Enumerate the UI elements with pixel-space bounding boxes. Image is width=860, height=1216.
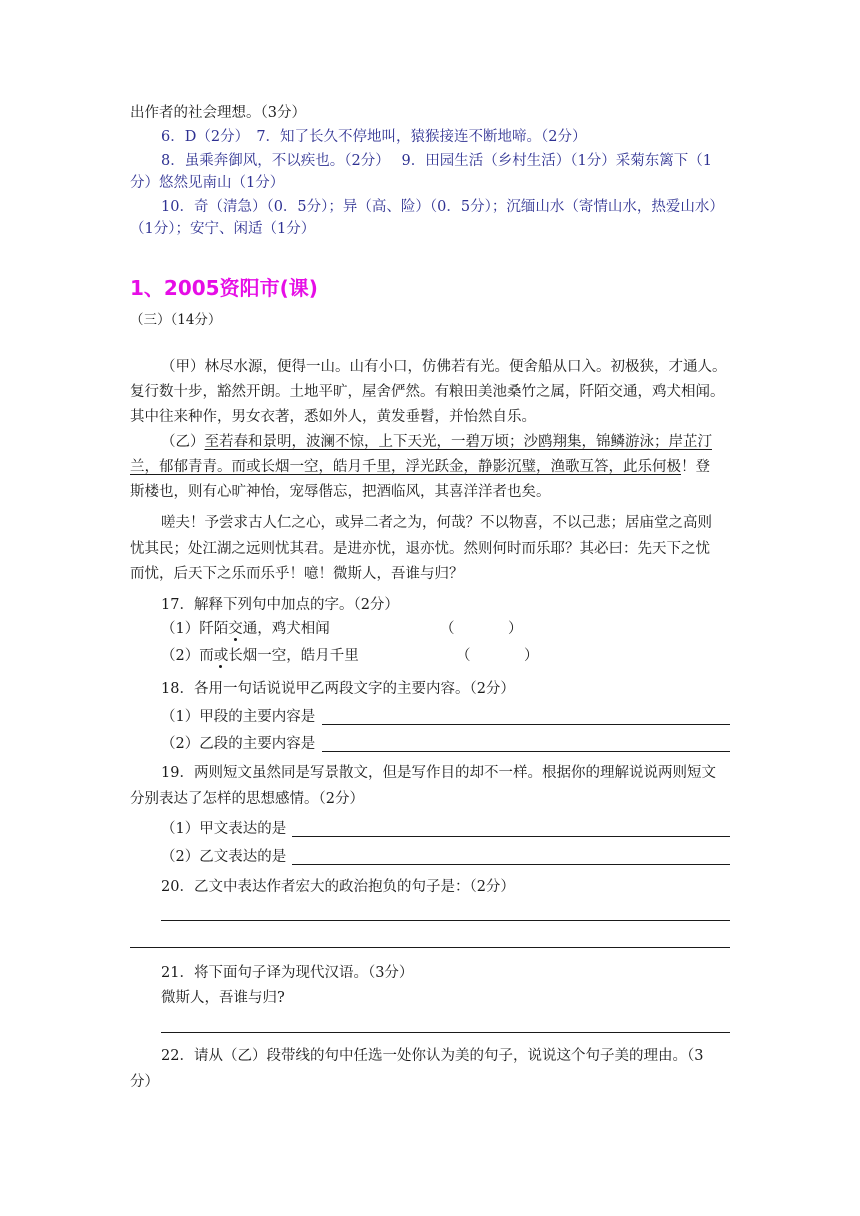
answer-line-3: 8．虽乘奔御风，不以疾也。（2分） 9．田园生活（乡村生活）（1分）采菊东篱下（1 [161, 153, 712, 169]
answer-paren-open: （ [440, 621, 455, 637]
answer-line[interactable] [292, 836, 730, 837]
passage-a-line-2: 复行数十步，豁然开朗。土地平旷，屋舍俨然。有粮田美池桑竹之属，阡陌交通，鸡犬相闻。 [130, 384, 725, 400]
question-22-line-1: 22．请从（乙）段带线的句中任选一处你认为美的句子，说说这个句子美的理由。（3 [161, 1048, 704, 1064]
question-21-sentence: 微斯人，吾谁与归? [161, 990, 285, 1006]
item-text: （1）阡陌 [161, 621, 229, 637]
answer-line-1: 出作者的社会理想。（3分） [130, 105, 306, 121]
question-18-item-2: （2）乙段的主要内容是 [161, 736, 316, 752]
item-text: 通，鸡犬相闻 [242, 621, 330, 637]
question-18: 18．各用一句话说说甲乙两段文字的主要内容。（2分） [161, 681, 515, 697]
item-text: 长烟一空，皓月千里 [228, 648, 359, 664]
answer-line-5: 10．奇（清急）（0．5分）；异（高、险）（0．5分）；沉缅山水（寄情山水，热爱山水） [161, 199, 724, 215]
item-text: （2）而 [161, 648, 214, 664]
answer-line[interactable] [292, 864, 730, 865]
section-heading: 1、2005资阳市(课) [130, 276, 318, 300]
question-19-line-1: 19．两则短文虽然同是写景散文，但是写作目的却不一样。根据你的理解说说两则短文 [161, 765, 716, 781]
passage-b-line-3: 斯楼也，则有心旷神怡，宠辱偕忘，把酒临风，其喜洋洋者也矣。 [130, 484, 551, 500]
answer-line-6: （1分）；安宁、闲适（1分） [130, 221, 316, 237]
passage-b-line-4: 嗟夫！予尝求古人仁之心，或异二者之为，何哉？不以物喜，不以己悲；居庙堂之高则 [161, 515, 712, 531]
passage-a-line-1: （甲）林尽水源，便得一山。山有小口，仿佛若有光。便舍船从口入。初极狭，才通人。 [161, 359, 727, 375]
underlined-sentence: 至若春和景明，波澜不惊，上下天光，一碧万顷；沙鸥翔集，锦鳞游泳；岸芷汀 [204, 434, 712, 450]
question-19-item-2: （2）乙文表达的是 [161, 849, 287, 865]
answer-line-2: 6．D（2分） 7．知了长久不停地叫，猿猴接连不断地啼。（2分） [161, 129, 587, 145]
answer-paren-open: （ [456, 648, 471, 664]
question-20: 20．乙文中表达作者宏大的政治抱负的句子是：（2分） [161, 879, 515, 895]
answer-line[interactable] [130, 947, 730, 948]
passage-b-label: （乙） [161, 434, 205, 450]
passage-b-text: ！登 [681, 459, 710, 475]
question-21: 21．将下面句子译为现代汉语。（3分） [161, 965, 414, 981]
answer-paren-close: ） [508, 621, 523, 637]
question-18-item-1: （1）甲段的主要内容是 [161, 709, 316, 725]
underlined-sentence: 兰，郁郁青青。而或长烟一空，皓月千里，浮光跃金，静影沉璧，渔歌互答，此乐何极 [130, 459, 681, 475]
passage-a-line-3: 其中往来种作，男女衣著，悉如外人，黄发垂髫，并怡然自乐。 [130, 409, 536, 425]
dotted-character: 或 [213, 648, 229, 664]
passage-b-line-1 [161, 431, 712, 453]
question-17-item-2 [161, 645, 359, 667]
answer-line-4: 分）悠然见南山（1分） [130, 175, 285, 191]
question-19-item-1: （1）甲文表达的是 [161, 821, 287, 837]
question-19-line-2: 分别表达了怎样的思想感情。（2分） [130, 791, 364, 807]
answer-line[interactable] [322, 724, 730, 725]
answer-paren-close: ） [524, 648, 539, 664]
answer-line[interactable] [322, 751, 730, 752]
question-17: 17．解释下列句中加点的字。（2分） [161, 597, 399, 613]
dotted-character: 交 [228, 621, 243, 637]
question-17-item-1 [161, 618, 330, 640]
answer-line[interactable] [161, 920, 730, 921]
section-subheading: （三）（14分） [130, 312, 222, 328]
passage-b-line-6: 而忧，后天下之乐而乐乎！噫！微斯人，吾谁与归？ [130, 566, 464, 582]
answer-line[interactable] [161, 1032, 730, 1033]
passage-b-line-5: 忧其民；处江湖之远则忧其君。是进亦忧，退亦忧。然则何时而乐耶？其必曰：先天下之忧 [130, 541, 710, 557]
question-22-line-2: 分） [130, 1074, 159, 1090]
passage-b-line-2 [130, 456, 710, 478]
